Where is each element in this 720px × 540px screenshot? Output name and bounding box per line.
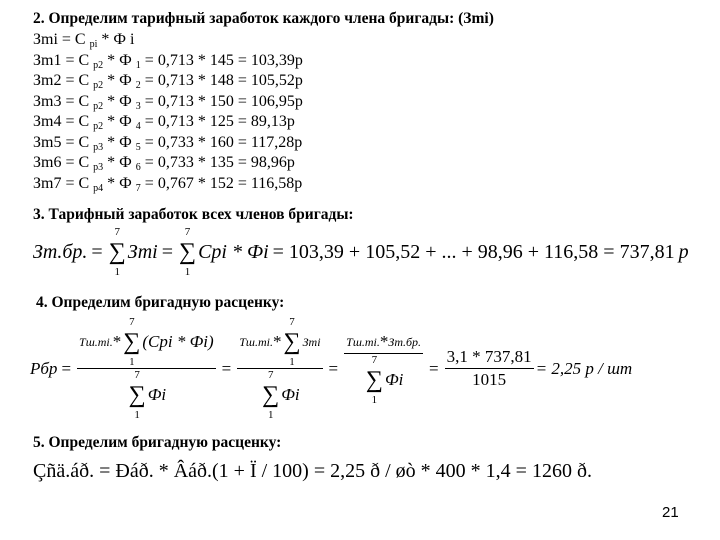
row-rhs: = 0,713 * 125 = 89,13р	[140, 113, 295, 130]
row-f: * Ф	[103, 133, 136, 151]
sum-symbol	[179, 226, 196, 278]
row-lhs: Зm4 = С	[33, 113, 94, 130]
sum-term: Cpi * Фi	[198, 241, 269, 263]
row-f: * Ф	[103, 113, 136, 130]
sum-lower: 1	[371, 394, 378, 406]
total-rhs: = 103,39 + 105,52 + ... + 98,96 + 116,58 = 737,81	[272, 241, 675, 263]
row-f: * Ф	[103, 154, 136, 171]
t-label: Tш.mi.	[346, 335, 380, 349]
row-csub: p2	[93, 80, 104, 91]
page-number: 21	[662, 504, 679, 521]
sum-symbol	[109, 226, 126, 278]
section-5-heading: 5. Определим бригадную расценку:	[33, 434, 282, 451]
member-earnings-row	[33, 92, 303, 113]
star: *	[112, 332, 122, 351]
term: (Cpi * Фi)	[142, 332, 214, 351]
fraction-1	[77, 316, 216, 421]
row-rhs: = 0,713 * 150 = 106,95р	[140, 92, 303, 110]
row-fsub: 7	[135, 182, 141, 194]
row-rhs: = 0,713 * 148 = 105,52р	[140, 72, 303, 89]
sum-lower: 1	[184, 266, 191, 278]
den-term: Фi	[147, 385, 167, 404]
row-lhs: Зm3 = С	[33, 92, 94, 110]
member-earnings-row	[33, 174, 303, 195]
sigma: ∑	[123, 329, 141, 355]
fraction-4	[445, 346, 534, 391]
formula-sub: pi	[89, 39, 98, 50]
sum-upper: 7	[134, 369, 140, 381]
sum-upper: 7	[267, 369, 274, 381]
row-f: * Ф	[103, 51, 136, 69]
member-earnings-row	[33, 133, 303, 154]
brigade-rate-formula: Pбр = Tш.mi. * 7 ∑ 1 (Cpi * Фi) 7 ∑ 1 Фi = Tш.mi. * 7 ∑ 1 Зmi 7 ∑ 1 Фi = Tш.mi. * Зm.бр. 7 ∑ 1 Фi = $\frac{3,1 * 737,81}{1015}$ = 2,25 p / шт	[30, 316, 633, 421]
row-fsub: 4	[135, 121, 141, 132]
row-csub: p3	[93, 162, 104, 173]
term: Зmi	[302, 335, 321, 349]
row-rhs: = 0,713 * 145 = 103,39р	[140, 51, 303, 69]
member-earnings-row	[33, 153, 303, 174]
sum-upper: 7	[114, 226, 120, 238]
den-term: Фi	[281, 385, 300, 404]
section-3-heading: 3. Тарифный заработок всех членов бригады:	[33, 206, 354, 223]
denominator: 1015	[472, 370, 507, 389]
row-f: * Ф	[103, 72, 136, 89]
fraction-3	[344, 331, 423, 406]
row-fsub: 5	[135, 141, 141, 153]
row-csub: p2	[93, 59, 104, 71]
row-lhs: Зm6 = С	[33, 154, 94, 171]
sigma: ∑	[283, 329, 301, 355]
sigma: ∑	[178, 239, 197, 265]
sum-lower: 1	[289, 356, 295, 368]
general-formula	[33, 30, 134, 51]
row-fsub: 2	[135, 80, 141, 91]
row-csub: p4	[93, 182, 104, 194]
t-label: Tш.mi.	[79, 335, 113, 349]
sum-lower: 1	[267, 409, 274, 421]
unit: p	[678, 241, 689, 263]
sum-upper: 7	[371, 354, 378, 366]
row-csub: p2	[93, 100, 104, 112]
section-5-formula: Çñä.áð. = Ðáð. * Âáð.(1 + Ï / 100) = 2,25 ð / øò * 400 * 1,4 = 1260 ð.	[33, 460, 592, 482]
total-lhs: Зm.бр.	[33, 241, 88, 263]
row-lhs: Зm7 = С	[33, 174, 94, 192]
star: *	[379, 332, 389, 351]
row-lhs: Зm5 = С	[33, 133, 94, 151]
star: *	[272, 332, 282, 351]
den-term: Фi	[384, 370, 404, 389]
sigma: ∑	[128, 382, 146, 408]
total-earnings-formula	[33, 226, 689, 278]
sum-upper: 7	[289, 316, 295, 328]
numerator: 3,1 * 737,81	[446, 347, 532, 366]
row-csub: p2	[93, 121, 104, 132]
sum-upper: 7	[184, 226, 191, 238]
sigma: ∑	[365, 367, 383, 393]
row-rhs: = 0,733 * 135 = 98,96р	[140, 154, 295, 171]
member-earnings-list	[33, 51, 303, 195]
sum-lower: 1	[129, 356, 135, 368]
formula-lhs: Зmi = С	[33, 31, 90, 48]
sum-lower: 1	[114, 266, 120, 278]
fraction-2	[237, 316, 322, 421]
section-4-heading: 4. Определим бригадную расценку:	[36, 294, 285, 311]
row-lhs: Зm1 = С	[33, 51, 94, 69]
row-csub: p3	[93, 141, 104, 153]
member-earnings-row	[33, 112, 303, 133]
row-fsub: 6	[135, 162, 141, 173]
row-f: * Ф	[103, 174, 136, 192]
row-f: * Ф	[103, 92, 136, 110]
row-rhs: = 0,733 * 160 = 117,28р	[140, 133, 303, 151]
rate-result: = 2,25 p / шт	[535, 358, 633, 378]
member-earnings-row	[33, 51, 303, 72]
row-rhs: = 0,767 * 152 = 116,58р	[140, 174, 303, 192]
sigma: ∑	[262, 382, 280, 408]
row-fsub: 1	[135, 59, 141, 71]
row-lhs: Зm2 = С	[33, 72, 94, 89]
sum-upper: 7	[129, 316, 135, 328]
sum-term: Зmi	[127, 241, 158, 263]
equals: =	[91, 241, 103, 263]
equals: =	[161, 241, 173, 263]
section-2-heading: 2. Определим тарифный заработок каждого члена бригады: (Зmi)	[33, 10, 494, 27]
sigma: ∑	[108, 239, 126, 265]
t-label: Tш.mi.	[239, 335, 273, 349]
member-earnings-row	[33, 71, 303, 92]
row-fsub: 3	[135, 100, 141, 112]
term: Зm.бр.	[388, 335, 422, 349]
rate-lhs: Pбр	[30, 358, 58, 378]
formula-mid: * Ф i	[97, 31, 135, 48]
sum-lower: 1	[134, 409, 140, 421]
